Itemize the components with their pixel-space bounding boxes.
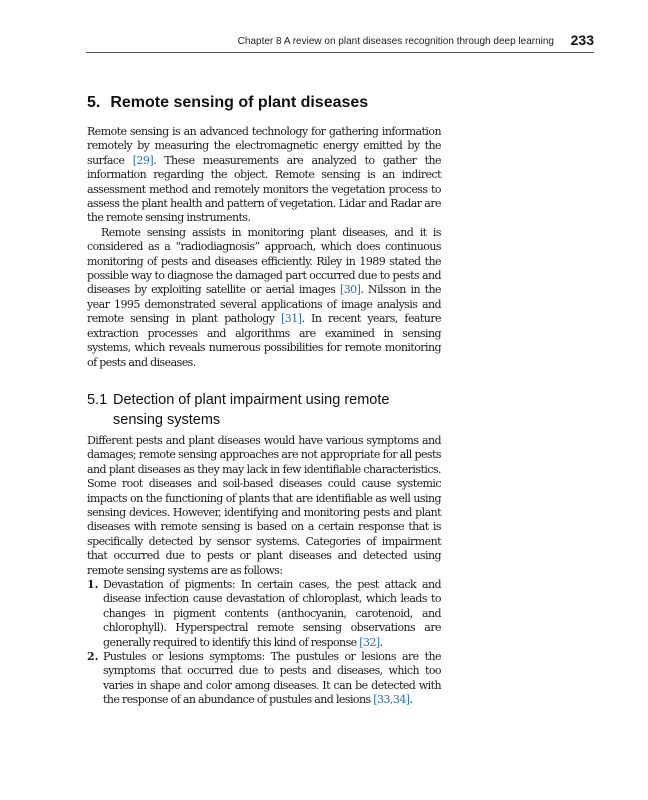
section-5-heading	[87, 92, 441, 114]
list-item-number: 1.	[87, 577, 99, 591]
citation-link[interactable]: [29]	[132, 153, 154, 167]
page-number: 233	[570, 32, 594, 48]
paragraph-remote-sensing-intro: Remote sensing is an advanced technology for gathering information remotely by measuring the electromagnetic energy emitted by the surface [29]. These measurements are analyzed to gather the information regarding the object. Remote sensing is an indirect assessment method and remotely monitors the vegetation process to assess the plant health and pattern of vegetation. Lidar and Radar are the remote sensing instruments.	[87, 125, 441, 225]
page-body	[87, 92, 441, 708]
running-header	[86, 32, 594, 53]
citation-link[interactable]: [32]	[359, 635, 380, 649]
paragraph-impairment-intro: Different pests and plant diseases would have various symptoms and damages; remote sensing approaches are not appropriate for all pests and plant diseases as they may lack in few identifiable characteristics. Some root diseases and soil-based diseases could cause systemic impacts on the functioning of plants that are identifiable as well using sensing devices. However, identifying and monitoring pests and plant diseases with remote sensing is based on a certain response that is specifically detected by sensor systems. Categories of impairment that occurred due to pests or plant diseases and detected using remote sensing systems are as follows:	[87, 433, 441, 577]
list-item-number: 2.	[87, 650, 99, 663]
citation-link[interactable]: [30]	[339, 283, 361, 297]
running-title: Chapter 8 A review on plant diseases recognition through deep learning	[237, 36, 554, 47]
section-number: 5.	[87, 94, 101, 111]
citation-link[interactable]: [31]	[281, 312, 302, 326]
citation-link[interactable]: [33,34]	[373, 693, 410, 707]
paragraph-monitoring: Remote sensing assists in monitoring plant diseases, and it is considered as a “radiodiagnosis” approach, which does continuous monitoring of pests and diseases efficiently. Riley in 1989 stated the possible way to diagnose the damaged part occurred due to pests and diseases by exploiting satellite or aerial images [30]. Nilsson in the year 1995 demonstrated several applications of image analysis and remote sensing in plant pathology [31]. In recent years, feature extraction processes and algorithms are examined in sensing systems, which reveals numerous possibilities for remote monitoring of pests and diseases.	[87, 225, 442, 369]
list-item: 2. Pustules or lesions symptoms: The pustules or lesions are the symptoms that occurred due to pests and diseases, which too varies in shape and color among diseases. It can be detected with the response of an abundance of pustules and lesions [33,34].	[87, 650, 441, 707]
list-item: 1. Devastation of pigments: In certain cases, the pest attack and disease infection cause devastation of chloroplast, which leads to changes in pigment contents (anthocyanin, carotenoid, and chlorophyll). Hyperspectral remote sensing observations are generally required to identify this kind of response [32].	[87, 577, 441, 649]
section-5-1-heading	[87, 390, 441, 430]
subsection-number: 5.1	[87, 391, 108, 408]
subsection-title: Detection of plant impairment using remote sensing systems	[113, 391, 390, 428]
section-title: Remote sensing of plant diseases	[110, 94, 369, 111]
impairment-list	[87, 578, 441, 708]
